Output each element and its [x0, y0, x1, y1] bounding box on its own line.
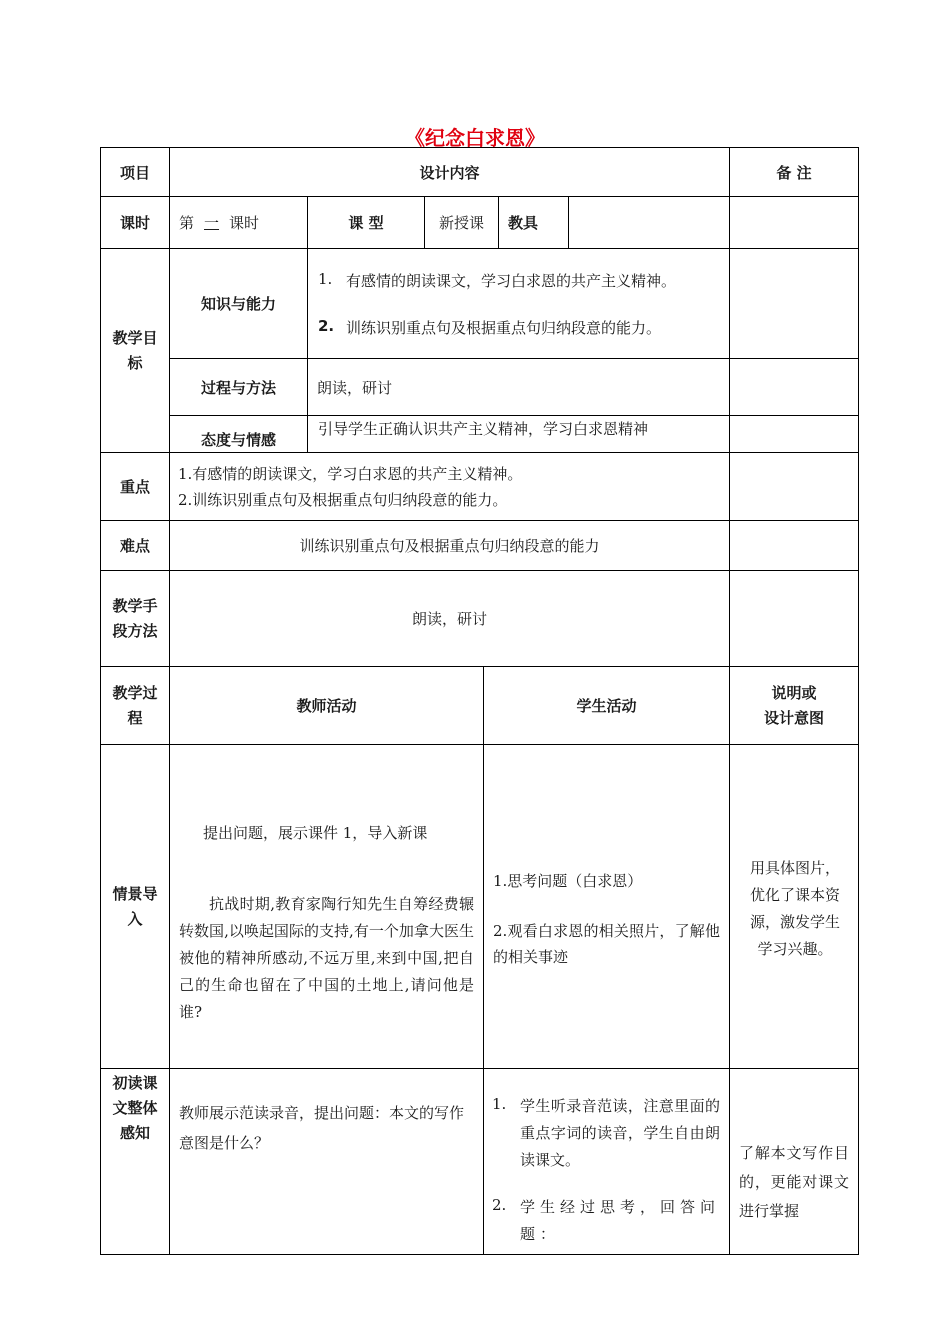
difficulty-remarks: [729, 520, 859, 571]
header-design-content: 设计内容: [169, 147, 730, 197]
process-label: 教学过程: [100, 666, 170, 745]
header-remarks: 备 注: [729, 147, 859, 197]
document-title: 《纪念白求恩》: [405, 126, 545, 150]
key-point-line: 1.有感情的朗读课文，学习白求恩的共产主义精神。: [178, 465, 523, 483]
period-suffix: 课时: [229, 214, 260, 232]
header-project: 项目: [100, 147, 170, 197]
intro-label: 情景导入: [100, 744, 170, 1069]
tools-value: [568, 196, 730, 249]
methods-label: 教学手段方法: [100, 570, 170, 667]
key-points-content: [169, 452, 730, 521]
teacher-activity-header: 教师活动: [169, 666, 484, 745]
first-reading-teacher: 教师展示范读录音，提出问题：本文的写作意图是什么？: [169, 1068, 484, 1255]
process-method-value: 朗读，研讨: [307, 358, 730, 416]
intro-teacher-paragraph: 抗战时期,教育家陶行知先生自筹经费辗转数国,以唤起国际的支持,有一个加拿大医生被他的精神所感动,不远万里,来到中国,把自己的生命也留在了中国的土地上,请问他是谁?: [179, 895, 474, 1021]
knowledge-item-num: 1.: [318, 270, 333, 288]
period-prefix: 第: [179, 214, 195, 232]
knowledge-label: 知识与能力: [169, 248, 308, 359]
intro-teacher-line: 提出问题，展示课件 1，导入新课: [203, 824, 428, 842]
knowledge-item-text: 训练识别重点句及根据重点句归纳段意的能力。: [346, 319, 662, 337]
knowledge-item-num: 2.: [318, 317, 335, 335]
objectives-label: 教学目标: [100, 248, 170, 453]
key-point-line: 2.训练识别重点句及根据重点句归纳段意的能力。: [178, 491, 508, 509]
difficulty-text: 训练识别重点句及根据重点句归纳段意的能力: [169, 520, 730, 571]
intro-student-item: 2.观看白求恩的相关照片，了解他的相关事迹: [493, 922, 720, 966]
intro-note: 用具体图片，优化了课本资源，激发学生学习兴趣。: [729, 744, 859, 1069]
lesson-remarks: [729, 196, 859, 249]
methods-remarks: [729, 570, 859, 667]
knowledge-remarks: [729, 248, 859, 359]
key-points-remarks: [729, 452, 859, 521]
lesson-period-cell: [169, 196, 308, 249]
lesson-type-label: 课 型: [307, 196, 425, 249]
key-points-label: 重点: [100, 452, 170, 521]
knowledge-item-text: 有感情的朗读课文，学习白求恩的共产主义精神。: [346, 272, 677, 290]
period-value: 一: [204, 214, 220, 232]
knowledge-items: [307, 248, 730, 359]
first-reading-student: 1. 学生听录音范读，注意里面的重点字词的读音，学生自由朗读课文。 2. 学生经过思考，回答问题：: [483, 1068, 730, 1255]
process-method-remarks: [729, 358, 859, 416]
intro-student: [483, 744, 730, 1069]
first-reading-label: 初读课文整体感知: [100, 1068, 170, 1255]
intro-student-item: 1.思考问题（白求恩）: [493, 872, 643, 890]
intro-teacher: [169, 744, 484, 1069]
attitude-label: 态度与情感: [169, 415, 308, 453]
attitude-value: 引导学生正确认识共产主义精神，学习白求恩精神: [307, 415, 730, 453]
first-reading-note: 了解本文写作目的，更能对课文进行掌握: [729, 1068, 859, 1255]
process-method-label: 过程与方法: [169, 358, 308, 416]
student-activity-header: 学生活动: [483, 666, 730, 745]
tools-label: 教具: [498, 196, 569, 249]
lesson-label: 课时: [100, 196, 170, 249]
attitude-remarks: [729, 415, 859, 453]
lesson-type-value: 新授课: [424, 196, 499, 249]
methods-text: 朗读，研讨: [169, 570, 730, 667]
difficulty-label: 难点: [100, 520, 170, 571]
note-header: 说明或 设计意图: [729, 666, 859, 745]
